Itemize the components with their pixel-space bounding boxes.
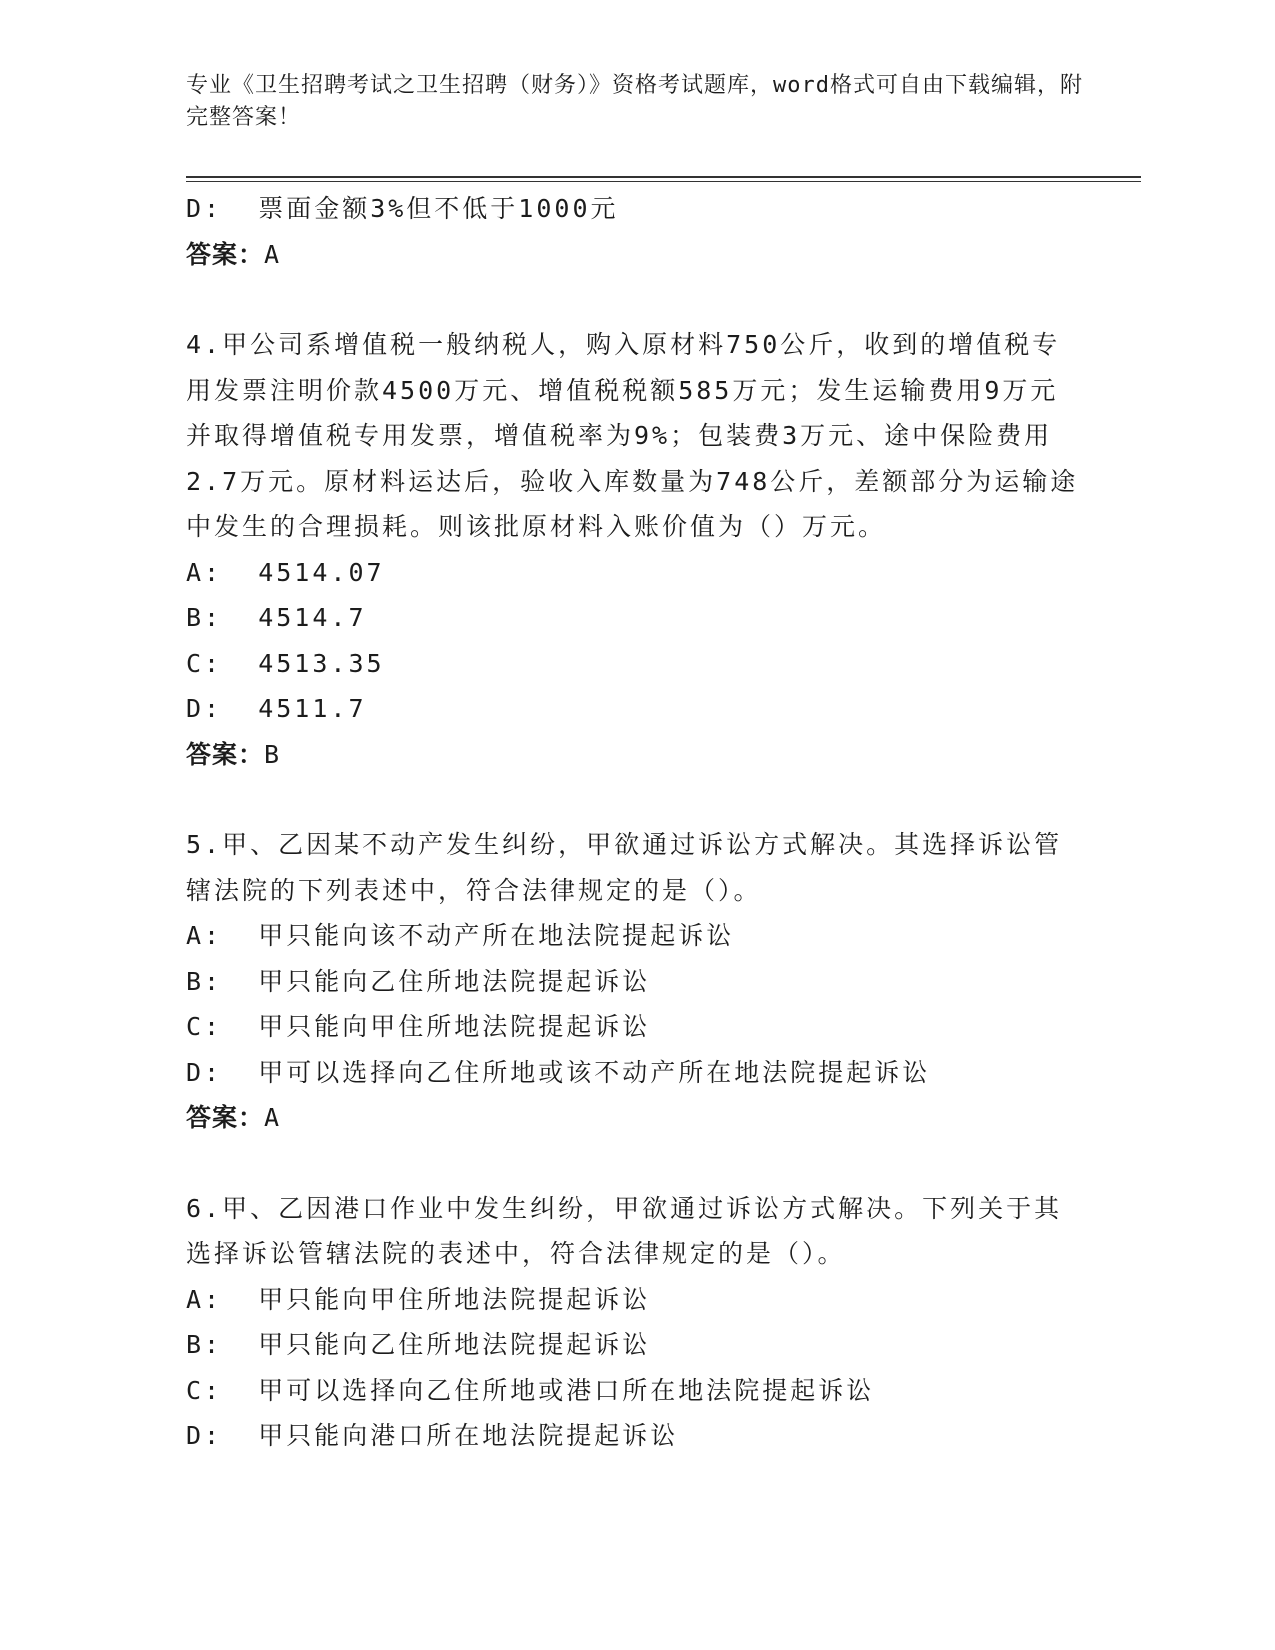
answer-value: A — [264, 239, 281, 269]
q6-stem: 6.甲、乙因港口作业中发生纠纷，甲欲通过诉讼方式解决。下列关于其选择诉讼管辖法院的表述中，符合法律规定的是（）。 — [186, 1193, 1063, 1268]
answer-value: A — [264, 1103, 281, 1132]
q3-option-d: D: 票面金额3%但不低于1000元 — [186, 194, 619, 223]
header-rule-thin — [186, 181, 1141, 182]
q6-option-c: C: 甲可以选择向乙住所地或港口所在地法院提起诉讼 — [186, 1375, 875, 1405]
q6-option-a: A: 甲只能向甲住所地法院提起诉讼 — [186, 1284, 651, 1314]
question-list — [186, 186, 1086, 1459]
q4-stem: 4.甲公司系增值税一般纳税人，购入原材料750公斤，收到的增值税专用发票注明价款4500万元、增值税税额585万元；发生运输费用9万元并取得增值税专用发票，增值税率为9%；包装费3万元、途中保险费用2.7万元。原材料运达后，验收入库数量为748公斤，差额部分为运输途中发生的合理损耗。则该批原材料入账价值为（）万元。 — [186, 330, 1079, 541]
answer-label: 答案： — [186, 739, 265, 769]
q6-option-b: B: 甲只能向乙住所地法院提起诉讼 — [186, 1330, 651, 1359]
q4-option-a: A: 4514.07 — [186, 557, 385, 587]
answer-label: 答案： — [186, 1103, 265, 1132]
q5-option-c: C: 甲只能向甲住所地法院提起诉讼 — [186, 1012, 651, 1041]
q6-option-d: D: 甲只能向港口所在地法院提起诉讼 — [186, 1421, 679, 1450]
q5-option-b: B: 甲只能向乙住所地法院提起诉讼 — [186, 966, 651, 996]
answer-value: B — [264, 739, 281, 769]
q5-option-a: A: 甲只能向该不动产所在地法院提起诉讼 — [186, 921, 735, 950]
q4-option-c: C: 4513.35 — [186, 648, 385, 678]
q5-option-d: D: 甲可以选择向乙住所地或该不动产所在地法院提起诉讼 — [186, 1057, 931, 1087]
q5-stem: 5.甲、乙因某不动产发生纠纷，甲欲通过诉讼方式解决。其选择诉讼管辖法院的下列表述中，符合法律规定的是（）。 — [186, 830, 1063, 905]
q4-option-d: D: 4511.7 — [186, 694, 367, 723]
q3-answer — [186, 232, 1086, 278]
page-header: 专业《卫生招聘考试之卫生招聘（财务）》资格考试题库，word格式可自由下载编辑，附完整答案！ — [186, 73, 1083, 130]
answer-label: 答案： — [186, 239, 265, 269]
q4-answer — [186, 732, 1086, 778]
q4-option-b: B: 4514.7 — [186, 603, 367, 632]
q5-answer — [186, 1095, 1086, 1141]
header-rule-thick — [186, 176, 1141, 178]
